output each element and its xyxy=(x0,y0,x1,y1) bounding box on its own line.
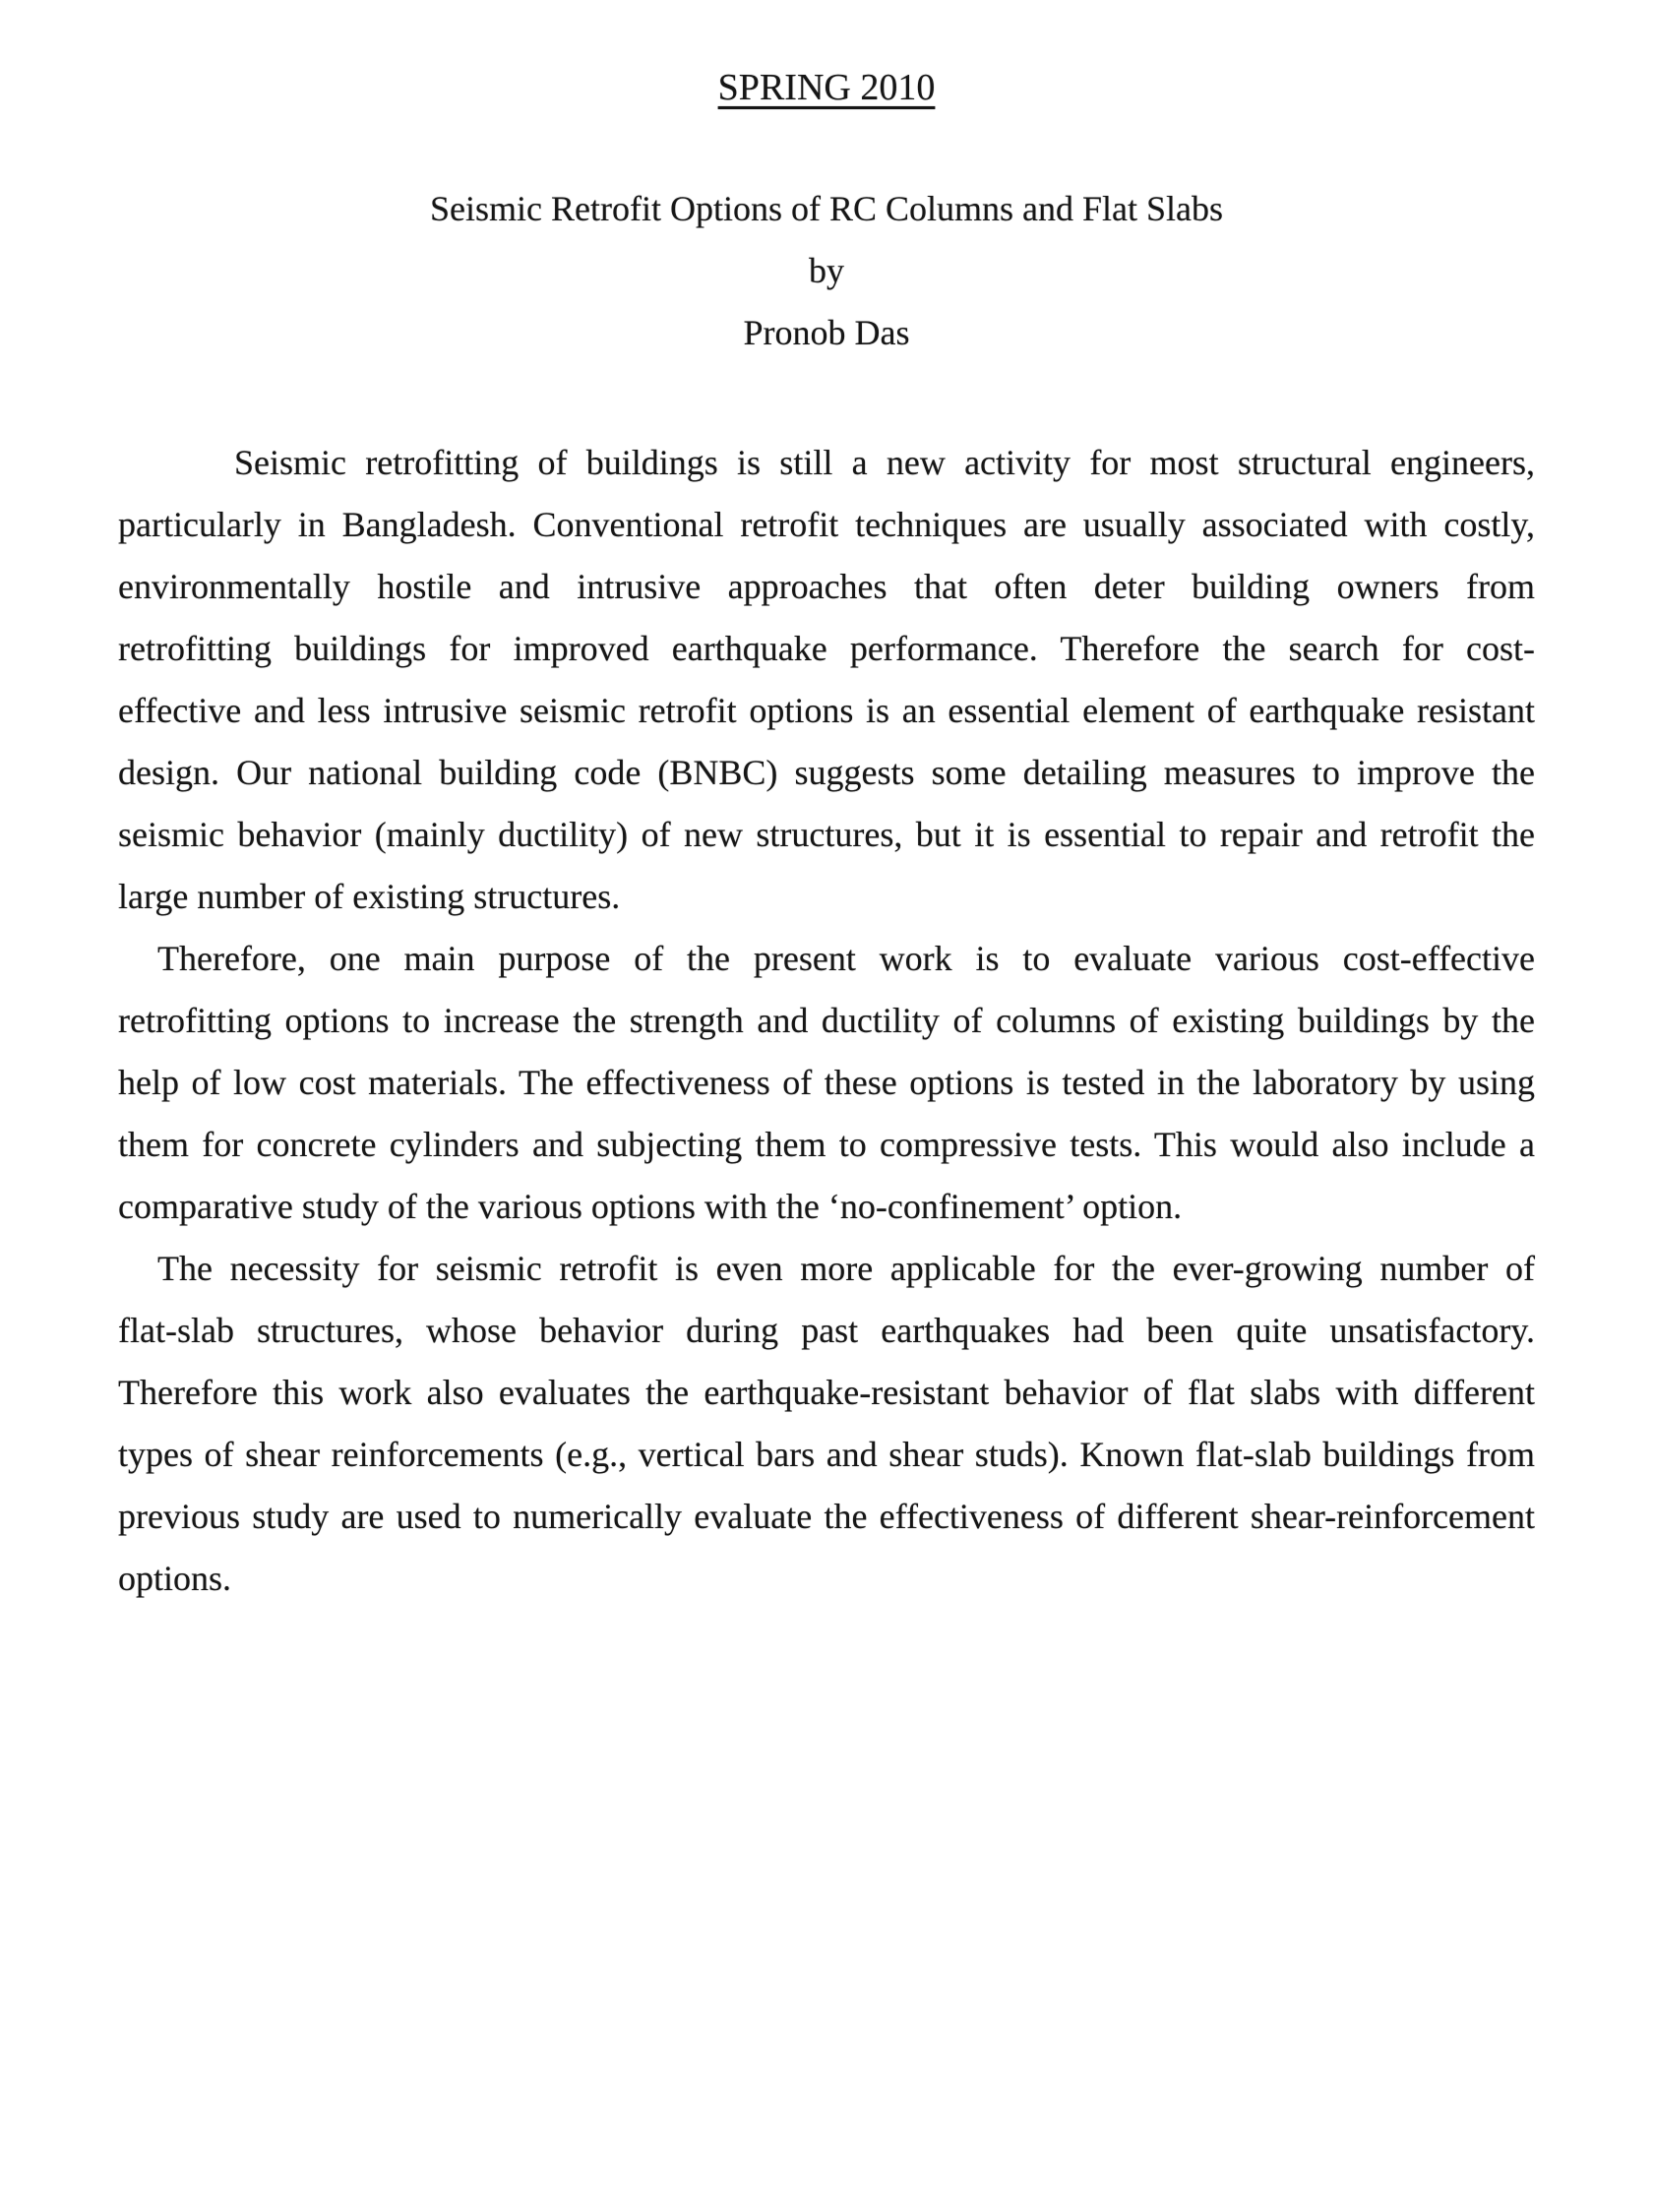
text-line: options. xyxy=(118,1559,232,1598)
text-line: seismic behavior (mainly ductility) of new structures, but it is essential to repair and retrofit the xyxy=(118,815,1535,854)
text-line: types of shear reinforcements (e.g., vertical bars and shear studs). Known flat-slab buildings from xyxy=(118,1435,1535,1474)
text-line: large number of existing structures. xyxy=(118,877,621,916)
text-line: comparative study of the various options with the ‘no-confinement’ option. xyxy=(118,1187,1183,1226)
text-line: Seismic retrofitting of buildings is still a new activity for most structural engineers, xyxy=(234,443,1535,482)
term-heading-text: SPRING 2010 xyxy=(717,67,936,108)
paragraph-1 xyxy=(118,432,1535,928)
text-line: flat-slab structures, whose behavior during past earthquakes had been quite unsatisfactory. xyxy=(118,1311,1535,1350)
text-line: Therefore this work also evaluates the earthquake-resistant behavior of flat slabs with different xyxy=(118,1373,1535,1412)
text-line: particularly in Bangladesh. Conventional retrofit techniques are usually associated with costly, xyxy=(118,505,1535,544)
text-line: The necessity for seismic retrofit is even more applicable for the ever-growing number of xyxy=(157,1249,1535,1288)
title-block xyxy=(118,178,1535,364)
author-name: Pronob Das xyxy=(743,313,910,352)
byline: by xyxy=(809,251,844,290)
text-line: previous study are used to numerically evaluate the effectiveness of different shear-reinforcement xyxy=(118,1497,1535,1536)
paragraph-3 xyxy=(118,1238,1535,1610)
text-line: environmentally hostile and intrusive approaches that often deter building owners from xyxy=(118,567,1535,606)
text-line: them for concrete cylinders and subjecting them to compressive tests. This would also include a xyxy=(118,1125,1535,1164)
text-line: Therefore, one main purpose of the present work is to evaluate various cost-effective xyxy=(157,939,1535,978)
text-line: retrofitting buildings for improved earthquake performance. Therefore the search for cost- xyxy=(118,629,1535,668)
abstract-body xyxy=(118,432,1535,1610)
document-title: Seismic Retrofit Options of RC Columns and Flat Slabs xyxy=(429,189,1223,228)
term-heading xyxy=(118,57,1535,119)
text-line: retrofitting options to increase the strength and ductility of columns of existing buildings by the xyxy=(118,1001,1535,1040)
text-line: help of low cost materials. The effectiveness of these options is tested in the laboratory by using xyxy=(118,1063,1535,1102)
text-line: design. Our national building code (BNBC) suggests some detailing measures to improve the xyxy=(118,753,1535,792)
paragraph-2 xyxy=(118,928,1535,1238)
text-line: effective and less intrusive seismic retrofit options is an essential element of earthquake resistant xyxy=(118,691,1535,730)
